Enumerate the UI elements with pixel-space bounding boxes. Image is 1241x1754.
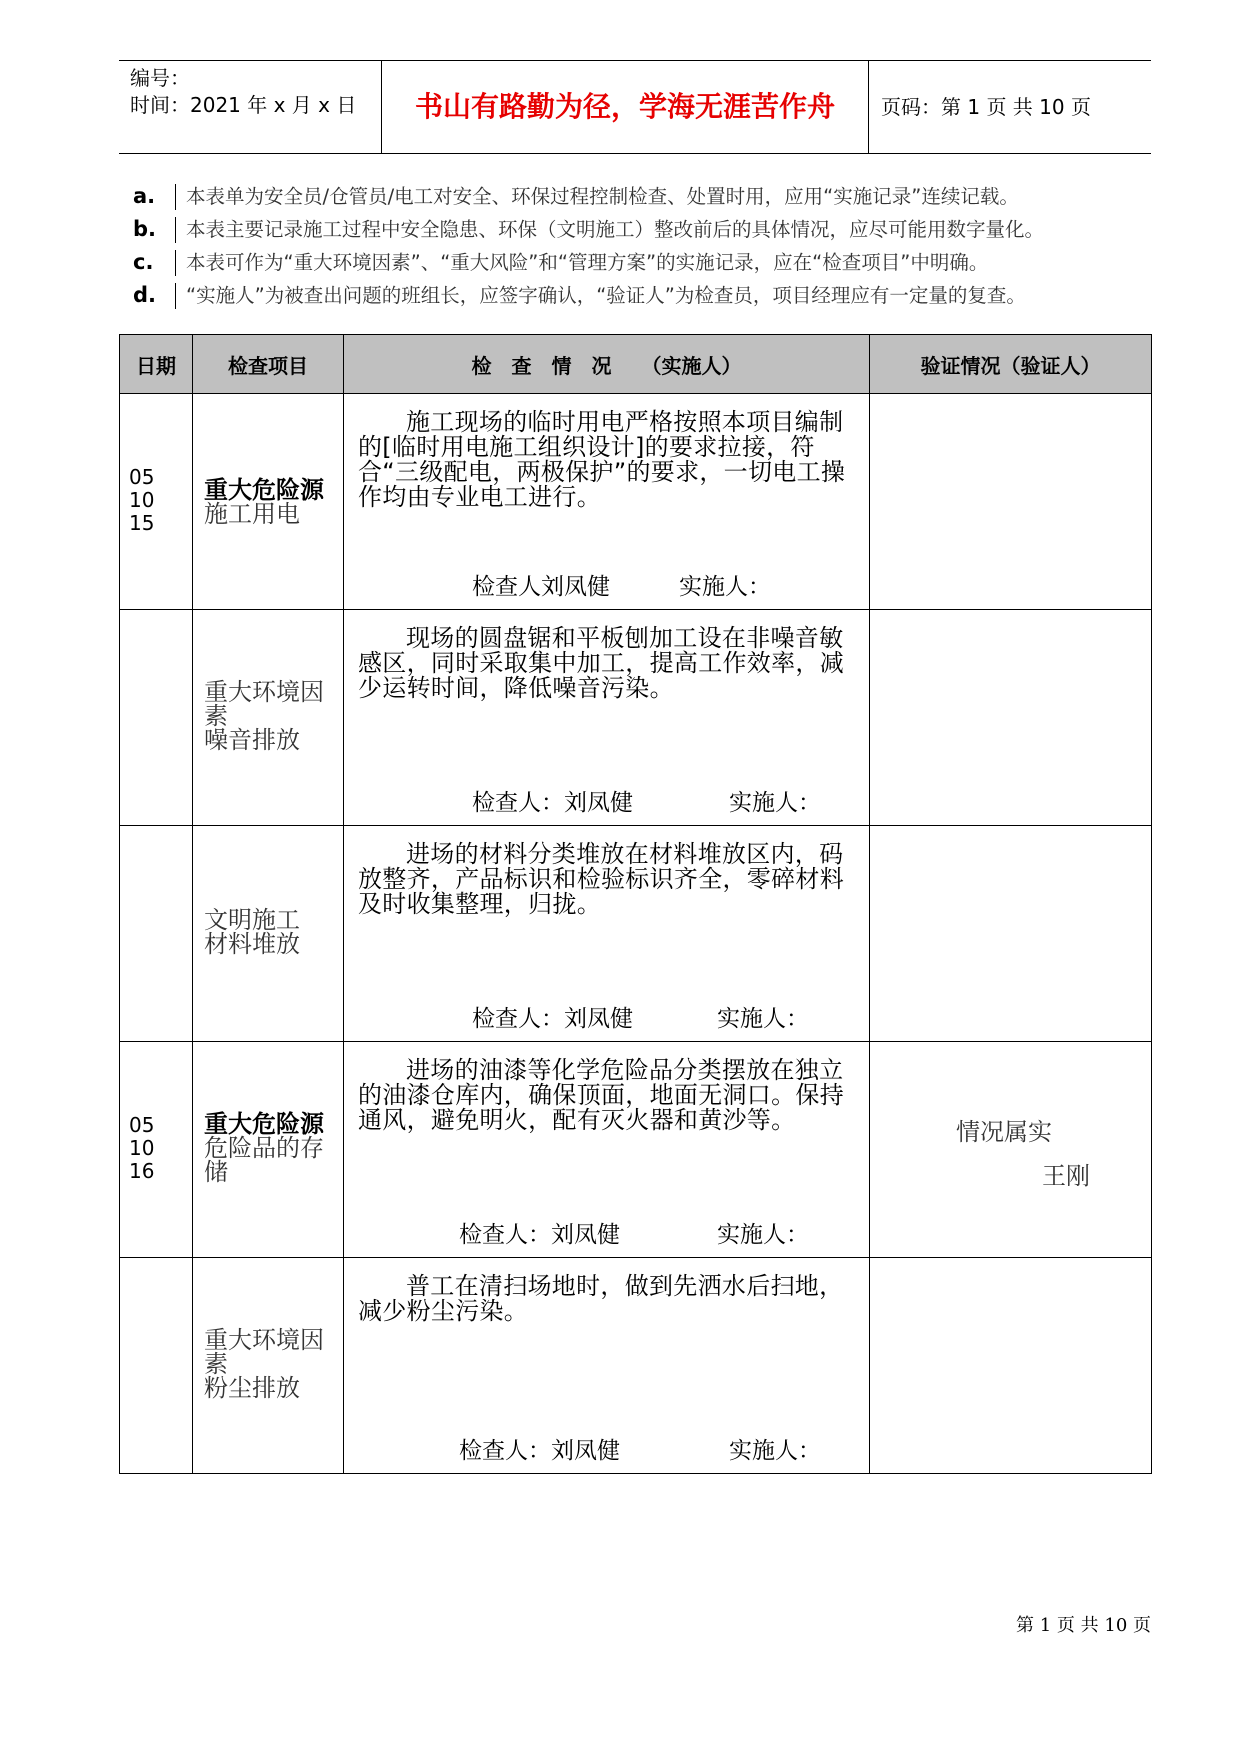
item-primary: 文明施工 xyxy=(204,906,300,934)
header-divider xyxy=(381,61,382,153)
verify-result: 情况属实 xyxy=(956,1118,1052,1146)
situation-cell xyxy=(344,394,870,610)
note-text: “实施人”为被查出问题的班组长，应签字确认，“验证人”为检查员，项目经理应有一定量的复查。 xyxy=(186,284,1026,307)
inspector: 检查人：刘凤健 xyxy=(472,1006,633,1032)
situation-cell xyxy=(344,826,870,1042)
date-cell xyxy=(120,826,193,1042)
date-cell xyxy=(120,1258,193,1474)
instruction-notes xyxy=(133,180,1153,312)
item-secondary: 材料堆放 xyxy=(204,930,300,958)
situation-cell xyxy=(344,1042,870,1258)
date-cell xyxy=(120,394,193,610)
situation-cell xyxy=(344,1258,870,1474)
note-divider xyxy=(175,283,176,309)
note-marker: b. xyxy=(133,217,157,241)
note-item xyxy=(133,279,1153,312)
item-primary: 重大危险源 xyxy=(204,1110,324,1138)
note-item xyxy=(133,180,1153,213)
date-cell xyxy=(120,610,193,826)
table-row xyxy=(120,394,1152,610)
item-cell xyxy=(193,826,344,1042)
header-meta xyxy=(130,61,390,153)
document-time: 时间：2021 年 x 月 x 日 xyxy=(130,93,357,117)
note-item xyxy=(133,213,1153,246)
verify-cell xyxy=(870,826,1152,1042)
situation-text: 进场的材料分类堆放在材料堆放区内，码放整齐，产品标识和检验标识齐全，零碎材料及时收集整理，归拢。 xyxy=(358,840,844,918)
note-item xyxy=(133,246,1153,279)
implementer: 实施人： xyxy=(717,1222,809,1248)
date-part: 10 xyxy=(129,1136,155,1160)
situation-text: 普工在清扫场地时，做到先洒水后扫地，减少粉尘污染。 xyxy=(358,1272,844,1325)
situation-text: 施工现场的临时用电严格按照本项目编制的[临时用电施工组织设计]的要求拉接，符合“三级配电，两极保护”的要求，一切电工操作均由专业电工进行。 xyxy=(358,408,846,511)
page-footer: 第 1 页 共 10 页 xyxy=(1016,1615,1151,1636)
date-part: 05 xyxy=(129,465,155,489)
date-value xyxy=(120,1114,154,1183)
item-cell xyxy=(193,1258,344,1474)
table-row xyxy=(120,1258,1152,1474)
inspector: 检查人：刘凤健 xyxy=(472,790,633,816)
situation-text: 进场的油漆等化学危险品分类摆放在独立的油漆仓库内，确保顶面，地面无洞口。保持通风，避免明火，配有灭火器和黄沙等。 xyxy=(358,1056,844,1134)
date-part: 10 xyxy=(129,488,155,512)
note-text: 本表主要记录施工过程中安全隐患、环保（文明施工）整改前后的具体情况，应尽可能用数字量化。 xyxy=(186,218,1045,241)
table-row xyxy=(120,610,1152,826)
verify-cell xyxy=(870,1042,1152,1258)
implementer: 实施人： xyxy=(717,1006,809,1032)
col-header-item: 检查项目 xyxy=(193,335,344,394)
item-secondary: 危险品的存储 xyxy=(204,1134,324,1186)
item-secondary: 施工用电 xyxy=(204,500,300,528)
item-secondary: 粉尘排放 xyxy=(204,1374,300,1402)
date-cell xyxy=(120,1042,193,1258)
inspector: 检查人：刘凤健 xyxy=(459,1438,620,1464)
item-primary: 重大环境因素 xyxy=(204,1326,324,1378)
item-cell xyxy=(193,394,344,610)
note-text: 本表可作为“重大环境因素”、“重大风险”和“管理方案”的实施记录，应在“检查项目”中明确。 xyxy=(186,251,989,274)
table-row xyxy=(120,826,1152,1042)
header-page-info: 页码：第 1 页 共 10 页 xyxy=(881,95,1091,119)
note-marker: c. xyxy=(133,250,154,274)
implementer: 实施人： xyxy=(679,574,771,600)
implementer: 实施人： xyxy=(729,1438,821,1464)
note-marker: d. xyxy=(133,283,157,307)
note-divider xyxy=(175,217,176,243)
item-primary: 重大危险源 xyxy=(204,476,324,504)
note-text: 本表单为安全员/仓管员/电工对安全、环保过程控制检查、处置时用，应用“实施记录”连续记载。 xyxy=(186,185,1019,208)
col-header-situation: 检 查 情 况 （实施人） xyxy=(344,335,870,394)
date-value xyxy=(120,466,154,535)
verifier-name: 王刚 xyxy=(1042,1162,1090,1190)
situation-cell xyxy=(344,610,870,826)
item-cell xyxy=(193,610,344,826)
verify-cell xyxy=(870,610,1152,826)
note-divider xyxy=(175,250,176,276)
verify-cell xyxy=(870,1258,1152,1474)
table-header-row xyxy=(120,335,1152,394)
col-header-date: 日期 xyxy=(120,335,193,394)
document-header xyxy=(119,60,1151,154)
date-part: 05 xyxy=(129,1113,155,1137)
table-row xyxy=(120,1042,1152,1258)
item-cell xyxy=(193,1042,344,1258)
inspection-table xyxy=(119,334,1152,1474)
document-number: 编号： xyxy=(130,66,190,90)
date-part: 16 xyxy=(129,1159,155,1183)
date-part: 15 xyxy=(129,511,155,535)
situation-text: 现场的圆盘锯和平板刨加工设在非噪音敏感区，同时采取集中加工，提高工作效率，减少运转时间，降低噪音污染。 xyxy=(358,624,844,702)
implementer: 实施人： xyxy=(729,790,821,816)
note-marker: a. xyxy=(133,184,156,208)
item-primary: 重大环境因素 xyxy=(204,678,324,730)
header-divider xyxy=(868,61,869,153)
inspector: 检查人：刘凤健 xyxy=(459,1222,620,1248)
verify-cell xyxy=(870,394,1152,610)
item-secondary: 噪音排放 xyxy=(204,726,300,754)
note-divider xyxy=(175,184,176,210)
col-header-verify: 验证情况（验证人） xyxy=(870,335,1152,394)
inspector: 检查人刘凤健 xyxy=(472,574,610,600)
header-motto: 书山有路勤为径，学海无涯苦作舟 xyxy=(414,90,835,123)
